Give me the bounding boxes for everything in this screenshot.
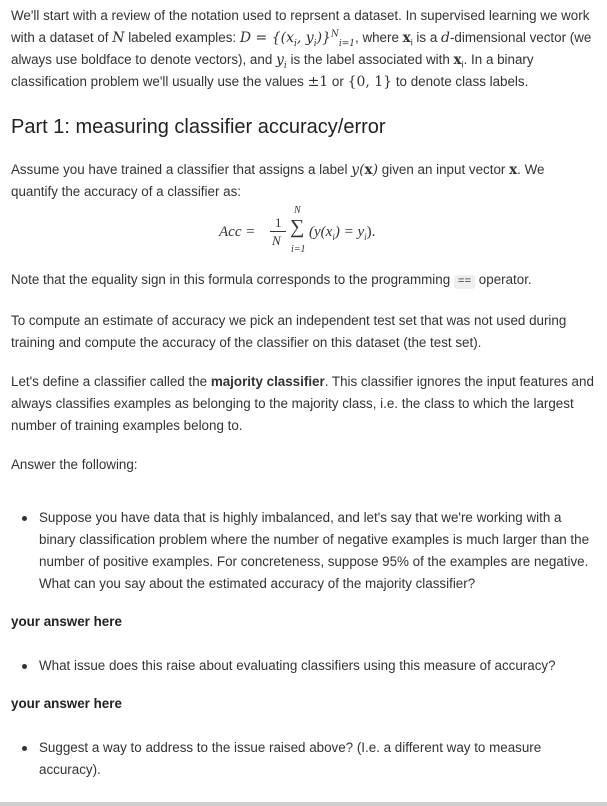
eq-lhs: Acc =: [219, 224, 256, 240]
para-text: Assume you have trained a classifier that assigns a label: [11, 162, 352, 177]
math-d: d: [440, 30, 450, 46]
intro-text: labeled examples:: [124, 30, 240, 45]
eq-body-tail: ).: [366, 224, 376, 240]
question-item: [39, 507, 595, 595]
math-N: N: [112, 30, 125, 46]
notebook-page: [11, 5, 595, 781]
math-dataset: $D = \{(x_i$, $y_i)\}^N_{i=1}$: [239, 29, 355, 49]
para-text: Let's define a classifier called the: [11, 374, 211, 389]
para-text: . We quantify the accuracy of a classifier as:: [11, 162, 545, 199]
question-text: What issue does this raise about evaluating classifiers using this measure of accuracy?: [39, 658, 556, 673]
answer-cell[interactable]: your answer here: [11, 614, 122, 629]
question-list: [11, 655, 595, 677]
para-text: given an input vector: [378, 162, 510, 177]
question-item: [39, 655, 595, 677]
intro-paragraph: We'll start with a review of the notation used to reprsent a dataset. In supervised learning we work with a dataset of N labeled examples: $D = \{(x_i$, $y_i)\}^N_{i=1}$, where $x_i$ is a d-dimensional vector (we always use boldface to denote vectors), and $y_i$ is the label associated with $x_i$. In a binary classification problem we'll usually use the values ±1 or {0, 1} to denote class labels.: [11, 8, 592, 90]
intro-text: -dimensional vector (we always use boldface to denote vectors), and: [11, 30, 592, 67]
math-pm1: ±1: [307, 74, 329, 90]
math-x: x: [509, 162, 518, 178]
eq-body-start: (y(x: [309, 224, 333, 240]
majority-classifier-term: majority classifier: [210, 374, 325, 389]
eq-numerator: 1: [275, 215, 282, 230]
eq-body-end: ) = y: [334, 224, 365, 240]
question-list: [11, 737, 595, 781]
para-text: Note that the equality sign in this formula corresponds to the programming: [11, 272, 454, 287]
math-dataset-start: D = {(x: [239, 30, 294, 46]
answer-following-paragraph: Answer the following:: [11, 457, 138, 472]
intro-text: . In a binary classification problem we'll usually use the values: [11, 52, 534, 89]
question-text: Suppose you have data that is highly imbalanced, and let's say that we're working with a binary classification problem where the number of negative examples is much larger than the number of positive examples. For concreteness, suppose 95% of the examples are negative. What can you say about the estimated accuracy of the majority classifier?: [39, 510, 590, 591]
eq-sum-top: N: [294, 205, 301, 216]
math-set01: {0, 1}: [347, 74, 393, 90]
intro-text: is the label associated with: [286, 52, 454, 67]
eq-sigma: ∑: [290, 216, 305, 238]
intro-text: , where: [355, 30, 403, 45]
bullet-icon: [22, 516, 27, 521]
eq-body: $(y(x_i) = y_i)$.: [309, 224, 376, 242]
bullet-icon: [22, 746, 27, 751]
bullet-icon: [22, 664, 27, 669]
section-heading: Part 1: measuring classifier accuracy/error: [11, 116, 386, 138]
intro-text: We'll start with a review of the notation used to reprsent a dataset. In supervised learning we work with a dataset of: [11, 8, 590, 45]
intro-text: or: [328, 74, 348, 89]
eq-sum-bottom: i=1: [291, 244, 306, 255]
para-text: operator.: [475, 272, 532, 287]
test-set-paragraph: To compute an estimate of accuracy we pick an independent test set that was not used during training and compute the accuracy of the classifier on this dataset (the test set).: [11, 313, 567, 350]
eq-denominator: N: [272, 233, 281, 248]
horizontal-scrollbar[interactable]: [0, 802, 607, 806]
answer-cell[interactable]: your answer here: [11, 696, 122, 711]
para-text: . This classifier ignores the input features and always classifies examples as belonging to the majority class, i.e. the class to which the largest number of training examples belong to.: [11, 374, 594, 433]
inline-code: ==: [454, 275, 475, 289]
intro-text: is a: [412, 30, 441, 45]
question-item: [39, 737, 595, 781]
eq-fraction-bar: [270, 231, 286, 232]
question-text: Suggest a way to address to the issue raised above? (I.e. a different way to measure accuracy).: [39, 740, 542, 777]
equality-note-paragraph: [11, 269, 595, 293]
majority-classifier-paragraph: [11, 371, 595, 437]
accuracy-intro-paragraph: Assume you have trained a classifier that assigns a label y(x) given an input vector x. We quantify the accuracy of a classifier as:: [11, 162, 545, 199]
math-yx: y(: [351, 162, 365, 178]
question-list: [11, 507, 595, 595]
intro-text: to denote class labels.: [392, 74, 529, 89]
accuracy-equation: [11, 207, 595, 259]
